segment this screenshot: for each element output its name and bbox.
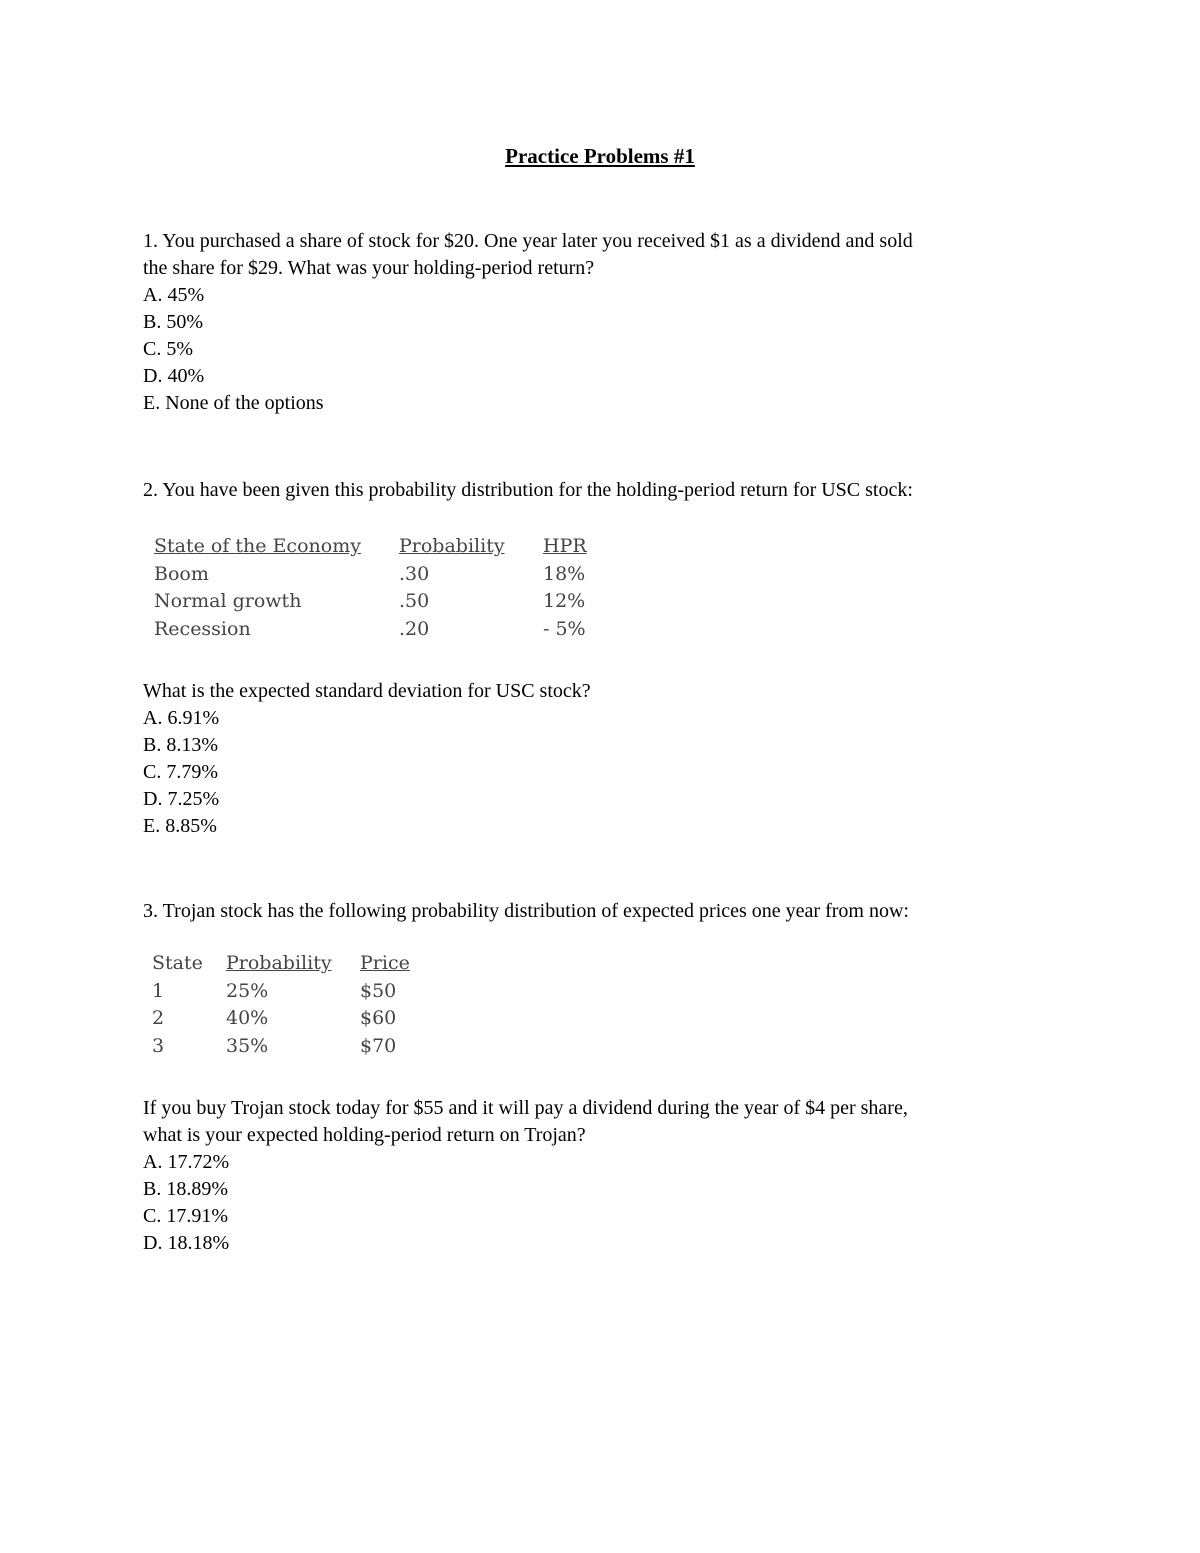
table-header-state: State of the Economy: [154, 535, 361, 557]
table-cell: 3: [152, 1034, 165, 1057]
table-header-hpr: HPR: [543, 535, 587, 557]
question-2-option-b: B. 8.13%: [143, 734, 218, 756]
table-cell: - 5%: [543, 617, 586, 640]
question-2-intro-text: 2. You have been given this probability distribution for the holding-period return for USC stock:: [143, 479, 913, 501]
table-cell: 1: [152, 979, 165, 1002]
table-row: [152, 1033, 410, 1061]
table-cell: 12%: [543, 590, 586, 612]
question-3-text-line-1: If you buy Trojan stock today for $55 and it will pay a dividend during the year of $4 per share,: [143, 1097, 908, 1119]
table-cell: 40%: [226, 1007, 269, 1029]
table-cell: $70: [360, 1034, 397, 1057]
question-2-option-c: C. 7.79%: [143, 761, 218, 783]
question-3-intro: [143, 898, 1063, 925]
question-3-option-b: B. 18.89%: [143, 1178, 228, 1200]
table-header-row: [154, 533, 587, 561]
table-header-price: Price: [360, 952, 410, 974]
question-2-option-e: E. 8.85%: [143, 815, 217, 837]
table-header-row: [152, 950, 410, 978]
table-cell: .30: [399, 562, 430, 585]
table-cell: $60: [360, 1007, 397, 1029]
question-3-option-d: D. 18.18%: [143, 1232, 230, 1254]
table-cell: Recession: [154, 617, 251, 640]
question-3-intro-text: 3. Trojan stock has the following probability distribution of expected prices one year from now:: [143, 900, 909, 922]
table-cell: $50: [360, 979, 397, 1002]
question-1-option-c: C. 5%: [143, 338, 193, 360]
question-1-option-e: E. None of the options: [143, 392, 324, 414]
table-row: [152, 978, 410, 1006]
table-header-state: State: [152, 952, 203, 974]
question-2-option-a: A. 6.91%: [143, 707, 220, 729]
table-header-probability: Probability: [399, 535, 505, 557]
question-2-text: What is the expected standard deviation for USC stock?: [143, 680, 591, 702]
trojan-distribution-table: [152, 950, 410, 1060]
question-3-option-c: C. 17.91%: [143, 1205, 228, 1227]
table-cell: .20: [399, 617, 430, 640]
question-2-intro: [143, 477, 1063, 504]
table-row: [154, 561, 587, 589]
question-3-text-line-2: what is your expected holding-period return on Trojan?: [143, 1124, 586, 1146]
table-cell: 18%: [543, 562, 586, 585]
question-3-option-a: A. 17.72%: [143, 1151, 230, 1173]
table-cell: 2: [152, 1007, 165, 1029]
table-cell: Normal growth: [154, 590, 302, 612]
question-1-option-b: B. 50%: [143, 311, 203, 333]
question-2: [143, 678, 1063, 840]
table-header-probability: Probability: [226, 952, 332, 974]
question-1-option-d: D. 40%: [143, 365, 205, 387]
table-cell: 25%: [226, 979, 269, 1002]
question-1: [143, 228, 1063, 417]
table-cell: 35%: [226, 1034, 269, 1057]
table-row: [154, 616, 587, 644]
question-1-option-a: A. 45%: [143, 284, 205, 306]
table-cell: .50: [399, 590, 430, 612]
table-cell: Boom: [154, 562, 209, 585]
page-title: Practice Problems #1: [505, 144, 695, 168]
table-row: [154, 588, 587, 616]
table-row: [152, 1005, 410, 1033]
question-1-text-line-2: the share for $29. What was your holding-period return?: [143, 257, 595, 279]
question-1-text-line-1: 1. You purchased a share of stock for $20. One year later you received $1 as a dividend and sold: [143, 230, 913, 252]
usc-distribution-table: [154, 533, 587, 643]
question-3: [143, 1095, 1063, 1257]
question-2-option-d: D. 7.25%: [143, 788, 220, 810]
